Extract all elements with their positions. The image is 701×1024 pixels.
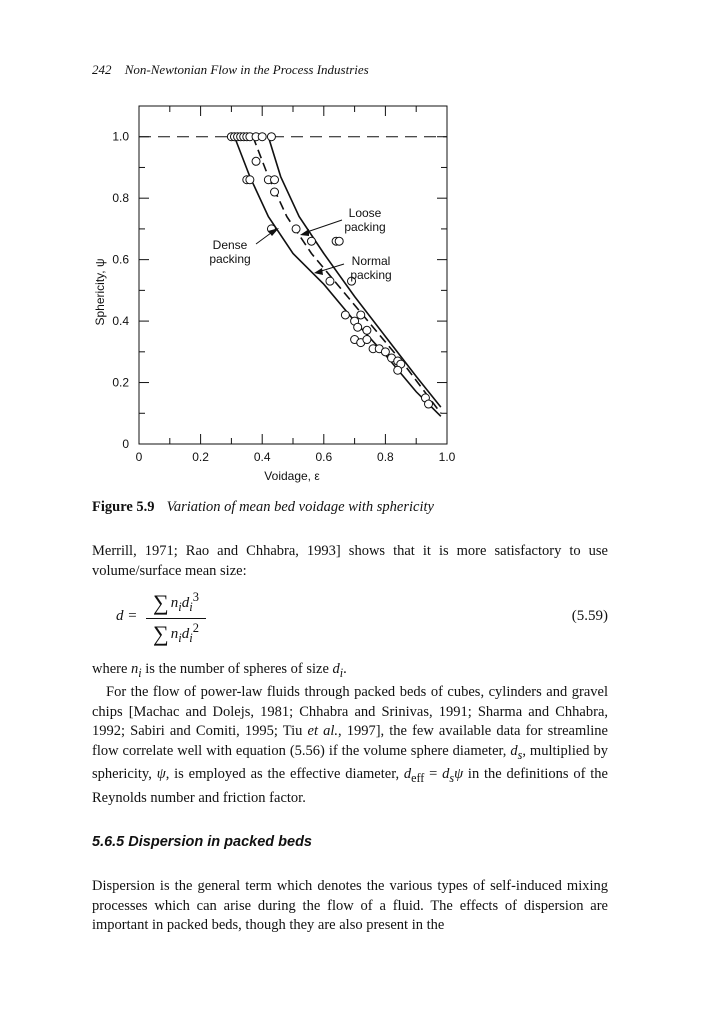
where-line [92, 660, 608, 683]
paragraph-2 [92, 660, 608, 808]
text-run: where [92, 661, 132, 677]
paragraph-1-text: Merrill, 1971; Rao and Chhabra, 1993] shows that it is more satisfactory to use volume/surface mean size: [92, 543, 608, 579]
x-tick-label: 0.4 [253, 450, 271, 464]
running-title: Non-Newtonian Flow in the Process Industries [124, 62, 369, 77]
equation-numerator [146, 590, 206, 616]
text-run: in the definitions of the Reynolds number and friction factor. [92, 766, 608, 806]
plot-frame [139, 106, 447, 444]
math-sub: i [138, 665, 142, 680]
eq-sup: 3 [192, 590, 199, 604]
math-sub: eff [411, 771, 425, 786]
eq-sup: 2 [192, 621, 199, 635]
data-point [381, 348, 389, 356]
math-var: n [131, 661, 139, 677]
loose-packing-pointer [304, 220, 342, 233]
equation-number: (5.59) [571, 608, 608, 624]
paragraph-1 [92, 542, 608, 581]
data-point [354, 323, 362, 331]
math-var: ψ [454, 766, 464, 783]
x-tick-label: 0.8 [377, 450, 394, 464]
eq-sub: i [189, 631, 193, 645]
x-axis-label: Voidage, ε [264, 469, 320, 483]
text-run: For the flow of power-law fluids through packed beds of cubes, cylinders and gravel chips [Machac and Dolejs, 1981; Chhabra and Srinivas, 1991; Sharma and Chhabra, 1992; Sabiri and Comiti, 1995; Tiu [92, 684, 608, 740]
math-sub: i [339, 665, 344, 680]
data-point [357, 311, 365, 319]
et-al: et al. [307, 723, 338, 740]
x-tick-label: 1.0 [438, 450, 456, 464]
data-point [326, 277, 334, 285]
paragraph-3 [92, 877, 608, 936]
equation-denominator [146, 621, 206, 647]
figure-label: Figure 5.9 [92, 499, 155, 515]
data-points [227, 133, 432, 408]
x-tick-labels [136, 450, 456, 464]
figure-5-9-chart [0, 0, 701, 490]
y-tick-label: 1.0 [112, 129, 129, 144]
normal-packing-label: Normal [351, 254, 391, 268]
eq-sub: i [189, 600, 193, 614]
math-sub: s [517, 747, 523, 762]
eq-n: n [170, 595, 179, 611]
text-run: , 1997], the few available data for streamline flow correlate well with equation (5.56) if the volume sphere diameter, [92, 723, 608, 759]
text-run: is the number of spheres of size [141, 661, 333, 677]
text-run: . [343, 661, 347, 677]
x-tick-label: 0.2 [192, 450, 209, 464]
data-point [363, 326, 371, 334]
text-run: = [424, 766, 443, 783]
dense-packing-label: Dense [212, 238, 248, 252]
eq-d: d [181, 626, 190, 642]
data-point [335, 237, 343, 245]
paragraph-3-text: Dispersion is the general term which denotes the various types of self-induced mixing processes which can arise during the flow of a fluid. The effects of dispersion are important in packed beds, though they are also present in the [92, 878, 608, 933]
data-point [271, 176, 279, 184]
sum-symbol: ∑ [153, 621, 169, 646]
figure-caption-text: Variation of mean bed voidage with sphericity [166, 499, 434, 515]
eq-sub: i [178, 631, 182, 645]
eq-n: n [170, 626, 179, 642]
data-point [252, 157, 260, 165]
equation-fraction [146, 590, 206, 647]
eq-sub: i [178, 600, 182, 614]
loose-packing-label: Loose [348, 206, 382, 220]
equation-lhs: d = [116, 608, 138, 624]
section-heading: 5.6.5 Dispersion in packed beds [92, 834, 312, 850]
text-run: , is employed as the effective diameter, [165, 766, 404, 783]
dense-packing-label: packing [209, 252, 251, 266]
data-point [267, 133, 275, 141]
data-point [292, 225, 300, 233]
y-tick-label: 0 [122, 437, 129, 451]
sum-symbol: ∑ [153, 590, 169, 615]
loose-packing-label: packing [344, 220, 386, 234]
loose-packing-arrowhead [300, 229, 309, 236]
data-point [271, 188, 279, 196]
normal-packing-label: packing [350, 268, 392, 282]
data-point [394, 366, 402, 374]
x-tick-label: 0.6 [315, 450, 333, 464]
y-tick-label: 0.6 [112, 252, 129, 267]
math-var: ψ [156, 766, 166, 783]
data-point [258, 133, 266, 141]
page-number: 242 [92, 62, 112, 77]
data-point [246, 176, 254, 184]
y-tick-labels [112, 130, 129, 451]
math-var: d [510, 742, 518, 759]
data-point [341, 311, 349, 319]
text-run: , multiplied by sphericity, [92, 742, 609, 783]
data-point [307, 237, 315, 245]
y-axis-label: Sphericity, ψ [93, 258, 107, 326]
y-tick-label: 0.4 [112, 314, 129, 329]
x-tick-label: 0 [135, 450, 143, 464]
figure-caption [92, 499, 434, 516]
math-sub: s [449, 771, 455, 786]
equation-5-59 [92, 590, 608, 650]
data-point [425, 400, 433, 408]
fraction-bar [146, 618, 206, 619]
paragraph-2-text [92, 683, 608, 808]
math-var: d [332, 661, 340, 677]
axis-ticks [139, 106, 447, 444]
y-tick-label: 0.8 [112, 191, 129, 206]
data-point [363, 336, 371, 344]
math-var: d [403, 766, 412, 783]
y-tick-label: 0.2 [112, 375, 129, 390]
math-var: d [442, 766, 450, 783]
normal-packing-arrowhead [314, 268, 323, 275]
eq-d: d [181, 595, 190, 611]
